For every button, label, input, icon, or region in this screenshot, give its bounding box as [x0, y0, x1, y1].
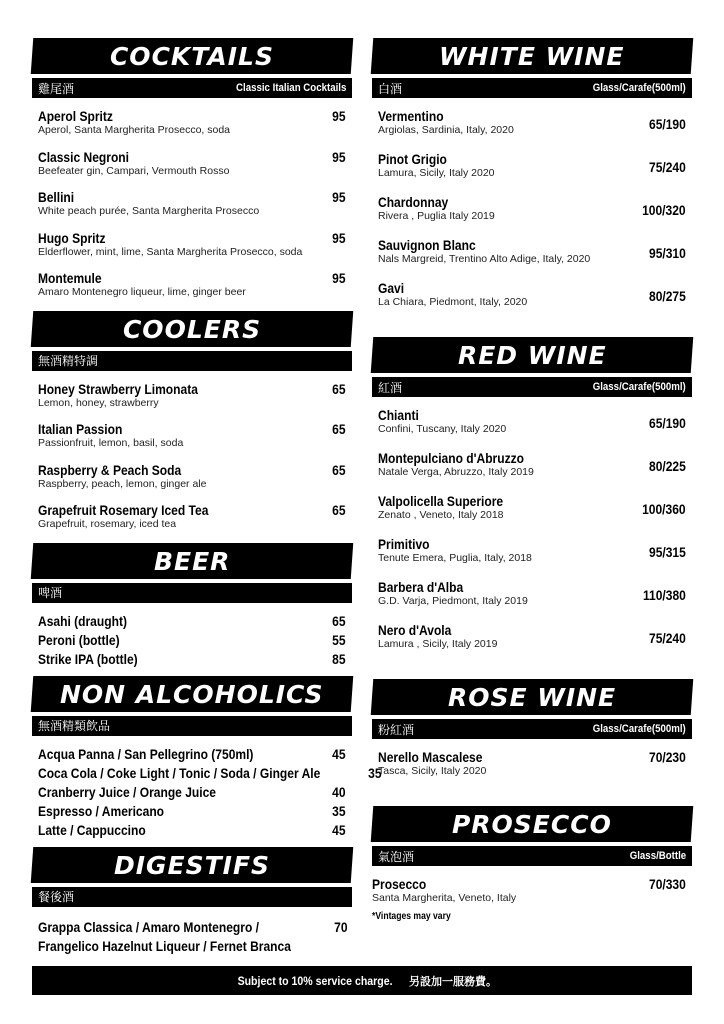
- menu-item: [38, 502, 346, 543]
- menu-item: [38, 651, 346, 670]
- menu-item: [38, 381, 346, 422]
- item-name: Asahi (draught): [38, 612, 127, 629]
- item-price: 75/240: [649, 159, 686, 175]
- item-name: Valpolicella Superiore: [378, 493, 504, 509]
- section-subbar: [372, 377, 692, 397]
- section-chinese-title: 白酒: [378, 81, 403, 96]
- item-name: Classic Negroni: [38, 148, 130, 165]
- section-chinese-title: 紅酒: [378, 380, 403, 395]
- menu-item: [378, 194, 686, 237]
- menu-list: [32, 98, 352, 311]
- item-desc: Lemon, honey, strawberry: [38, 396, 159, 409]
- section-subbar: [32, 887, 352, 907]
- section-subbar: [372, 846, 692, 866]
- item-desc: Aperol, Santa Margherita Prosecco, soda: [38, 124, 231, 136]
- item-desc: Raspberry, peach, lemon, ginger ale: [38, 477, 207, 490]
- menu-item: [38, 421, 346, 462]
- section-non-alcoholics: [32, 676, 382, 841]
- menu-item: [38, 764, 382, 784]
- section-title: COOLERS: [122, 314, 262, 343]
- section-title: NON ALCOHOLICS: [60, 679, 324, 708]
- item-name: Italian Passion: [38, 421, 123, 437]
- section-subbar: [372, 719, 692, 739]
- item-price: 65: [332, 380, 346, 397]
- section-digestifs: [32, 847, 352, 954]
- service-charge-footer: [32, 966, 692, 995]
- menu-list: [372, 866, 692, 922]
- item-name: Aperol Spritz: [38, 108, 113, 124]
- item-desc: Lamura, Sicily, Italy 2020: [378, 167, 495, 179]
- item-name: Vermentino: [378, 108, 444, 124]
- section-red-wine: [372, 337, 692, 665]
- menu-list: [32, 603, 352, 670]
- menu-item: [38, 784, 346, 803]
- item-desc: La Chiara, Piedmont, Italy, 2020: [378, 296, 528, 308]
- item-name: Cranberry Juice / Orange Juice: [38, 783, 217, 800]
- item-price: 95/310: [649, 245, 686, 261]
- menu-list: [32, 907, 352, 954]
- section-subbar: [32, 78, 352, 98]
- menu-item: [38, 822, 346, 841]
- menu-item: [38, 230, 346, 271]
- section-title: BEER: [153, 546, 231, 575]
- section-subtitle: Glass/Carafe(500ml): [592, 723, 686, 735]
- section-subtitle: Glass/Carafe(500ml): [592, 381, 686, 393]
- item-desc: Argiolas, Sardinia, Italy, 2020: [378, 124, 514, 136]
- section-banner: [31, 847, 354, 883]
- item-name: Grapefruit Rosemary Iced Tea: [38, 502, 209, 518]
- section-subtitle: Glass/Bottle: [629, 850, 686, 862]
- menu-item: [38, 746, 346, 765]
- menu-item: [38, 803, 346, 822]
- item-desc: Tasca, Sicily, Italy 2020: [378, 765, 487, 777]
- item-price: 45: [332, 821, 346, 838]
- item-price: 95: [332, 148, 346, 165]
- item-price: 70: [334, 918, 348, 935]
- section-chinese-title: 粉紅酒: [378, 722, 415, 737]
- item-name: Strike IPA (bottle): [38, 650, 138, 667]
- menu-item: [38, 613, 346, 632]
- menu-item: [378, 622, 686, 665]
- item-price: 100/320: [642, 202, 686, 218]
- item-desc: Grapefruit, rosemary, iced tea: [38, 518, 177, 530]
- menu-item: [378, 108, 686, 151]
- menu-item: [38, 108, 346, 149]
- section-title: RED WINE: [457, 340, 607, 370]
- section-subtitle: Classic Italian Cocktails: [235, 82, 346, 94]
- menu-list: [372, 98, 692, 323]
- section-prosecco: [372, 806, 692, 922]
- item-name: Frangelico Hazelnut Liqueur / Fernet Branca: [38, 937, 291, 954]
- item-name: Acqua Panna / San Pellegrino (750ml): [38, 745, 254, 762]
- item-name: Latte / Cappuccino: [38, 821, 146, 838]
- section-banner: [31, 543, 354, 579]
- section-chinese-title: 啤酒: [38, 586, 63, 600]
- menu-item: [378, 450, 686, 493]
- item-desc: Natale Verga, Abruzzo, Italy 2019: [378, 466, 534, 478]
- item-name: Espresso / Americano: [38, 802, 165, 819]
- menu-item: [378, 493, 686, 536]
- item-desc: Zenato , Veneto, Italy 2018: [378, 509, 504, 521]
- item-name: Bellini: [38, 189, 75, 205]
- section-title: DIGESTIFS: [113, 850, 271, 879]
- section-banner: [371, 679, 694, 715]
- menu-item: [372, 876, 686, 905]
- menu-item: [38, 189, 346, 230]
- item-desc: Lamura , Sicily, Italy 2019: [378, 638, 498, 650]
- item-price: 80/225: [649, 458, 686, 474]
- item-name: Montepulciano d'Abruzzo: [378, 450, 524, 466]
- menu-list: [372, 739, 692, 792]
- vintage-note: *Vintages may vary: [372, 911, 451, 922]
- item-desc: Santa Margherita, Veneto, Italy: [372, 892, 517, 904]
- item-price: 65: [332, 612, 346, 629]
- section-beer: [32, 543, 352, 670]
- item-desc: White peach purée, Santa Margherita Prosecco: [38, 205, 260, 217]
- right-column: [372, 38, 692, 922]
- section-subbar: [32, 716, 352, 736]
- item-desc: Rivera , Puglia Italy 2019: [378, 210, 495, 222]
- menu-item: [378, 536, 686, 579]
- item-price: 95: [332, 270, 346, 286]
- item-price: 45: [332, 745, 346, 762]
- menu-item: [38, 270, 346, 311]
- section-subbar: [32, 351, 352, 371]
- menu-item: [378, 280, 686, 323]
- item-name: Montemule: [38, 270, 102, 286]
- item-desc: Nals Margreid, Trentino Alto Adige, Italy, 2020: [378, 253, 591, 265]
- section-subbar: [372, 78, 692, 98]
- item-name: Chianti: [378, 407, 419, 423]
- section-banner: [31, 38, 354, 74]
- item-price: 95: [332, 229, 346, 246]
- section-banner: [31, 311, 354, 347]
- menu-item: [378, 407, 686, 450]
- item-name: Pinot Grigio: [378, 151, 447, 167]
- item-desc: Tenute Emera, Puglia, Italy, 2018: [378, 552, 532, 564]
- item-desc: Confini, Tuscany, Italy 2020: [378, 423, 507, 435]
- section-banner: [31, 676, 354, 712]
- section-chinese-title: 無酒精類飲品: [38, 719, 111, 733]
- item-name: Primitivo: [378, 536, 430, 552]
- item-name: Honey Strawberry Limonata: [38, 380, 198, 397]
- item-desc: G.D. Varja, Piedmont, Italy 2019: [378, 595, 528, 607]
- menu-list: [32, 371, 352, 543]
- item-price: 85: [332, 650, 346, 667]
- section-chinese-title: 雞尾酒: [38, 81, 75, 96]
- section-title: WHITE WINE: [439, 41, 625, 71]
- item-name: Sauvignon Blanc: [378, 237, 476, 253]
- section-white-wine: [372, 38, 692, 323]
- section-title: COCKTAILS: [109, 41, 275, 71]
- menu-item: [38, 632, 346, 651]
- section-coolers: [32, 311, 352, 543]
- menu-item: [378, 237, 686, 280]
- menu-list: [372, 397, 692, 665]
- item-name: Grappa Classica / Amaro Montenegro /: [38, 918, 260, 935]
- item-name: Raspberry & Peach Soda: [38, 461, 182, 478]
- item-desc: Elderflower, mint, lime, Santa Margherita Prosecco, soda: [38, 245, 303, 258]
- item-price: 35: [332, 802, 346, 819]
- section-chinese-title: 氣泡酒: [378, 849, 415, 864]
- section-banner: [371, 806, 694, 842]
- item-price: 80/275: [649, 288, 686, 304]
- item-name: Chardonnay: [378, 194, 449, 210]
- item-price: 65: [332, 461, 346, 478]
- item-price: 75/240: [649, 630, 686, 646]
- menu-item: [38, 919, 346, 954]
- item-name: Nero d'Avola: [378, 622, 452, 638]
- menu-item: [378, 579, 686, 622]
- item-desc: Amaro Montenegro liqueur, lime, ginger beer: [38, 286, 246, 298]
- section-subtitle: Glass/Carafe(500ml): [592, 82, 686, 94]
- item-price: 35: [368, 764, 382, 781]
- item-price: 65/190: [649, 415, 686, 431]
- section-chinese-title: 無酒精特調: [38, 354, 99, 368]
- section-chinese-title: 餐後酒: [38, 890, 75, 904]
- section-banner: [371, 337, 694, 373]
- footer-chinese: 另設加一服務費。: [409, 974, 498, 988]
- item-name: Coca Cola / Coke Light / Tonic / Soda / Ginger Ale: [38, 764, 321, 781]
- item-name: Prosecco: [372, 876, 427, 892]
- item-price: 70/330: [649, 876, 686, 892]
- item-price: 55: [332, 631, 346, 648]
- item-price: 95/315: [649, 544, 686, 560]
- section-title: PROSECCO: [452, 809, 612, 839]
- section-cocktails: [32, 38, 352, 311]
- item-price: 65: [332, 502, 346, 518]
- item-name: Hugo Spritz: [38, 229, 106, 246]
- item-price: 100/360: [642, 501, 686, 517]
- item-desc: Beefeater gin, Campari, Vermouth Rosso: [38, 164, 230, 177]
- item-price: 40: [332, 783, 346, 800]
- left-column: [32, 38, 382, 954]
- section-title: ROSE WINE: [447, 682, 617, 712]
- item-price: 95: [332, 108, 346, 124]
- menu-item: [38, 149, 346, 190]
- item-price: 65/190: [649, 116, 686, 132]
- item-price: 95: [332, 189, 346, 205]
- item-name: Barbera d'Alba: [378, 579, 464, 595]
- item-price: 70/230: [649, 749, 686, 765]
- item-price: 110/380: [643, 587, 686, 603]
- item-name: Nerello Mascalese: [378, 749, 483, 765]
- menu-item: [378, 151, 686, 194]
- item-desc: Passionfruit, lemon, basil, soda: [38, 437, 184, 449]
- footer-english: Subject to 10% service charge.: [237, 973, 393, 988]
- section-rose-wine: [372, 679, 692, 792]
- section-subbar: [32, 583, 352, 603]
- item-name: Peroni (bottle): [38, 631, 120, 648]
- menu-item: [38, 462, 346, 503]
- menu-item: [378, 749, 686, 792]
- item-name: Gavi: [378, 280, 405, 296]
- menu-list: [32, 736, 382, 841]
- section-banner: [371, 38, 694, 74]
- item-price: 65: [332, 421, 346, 437]
